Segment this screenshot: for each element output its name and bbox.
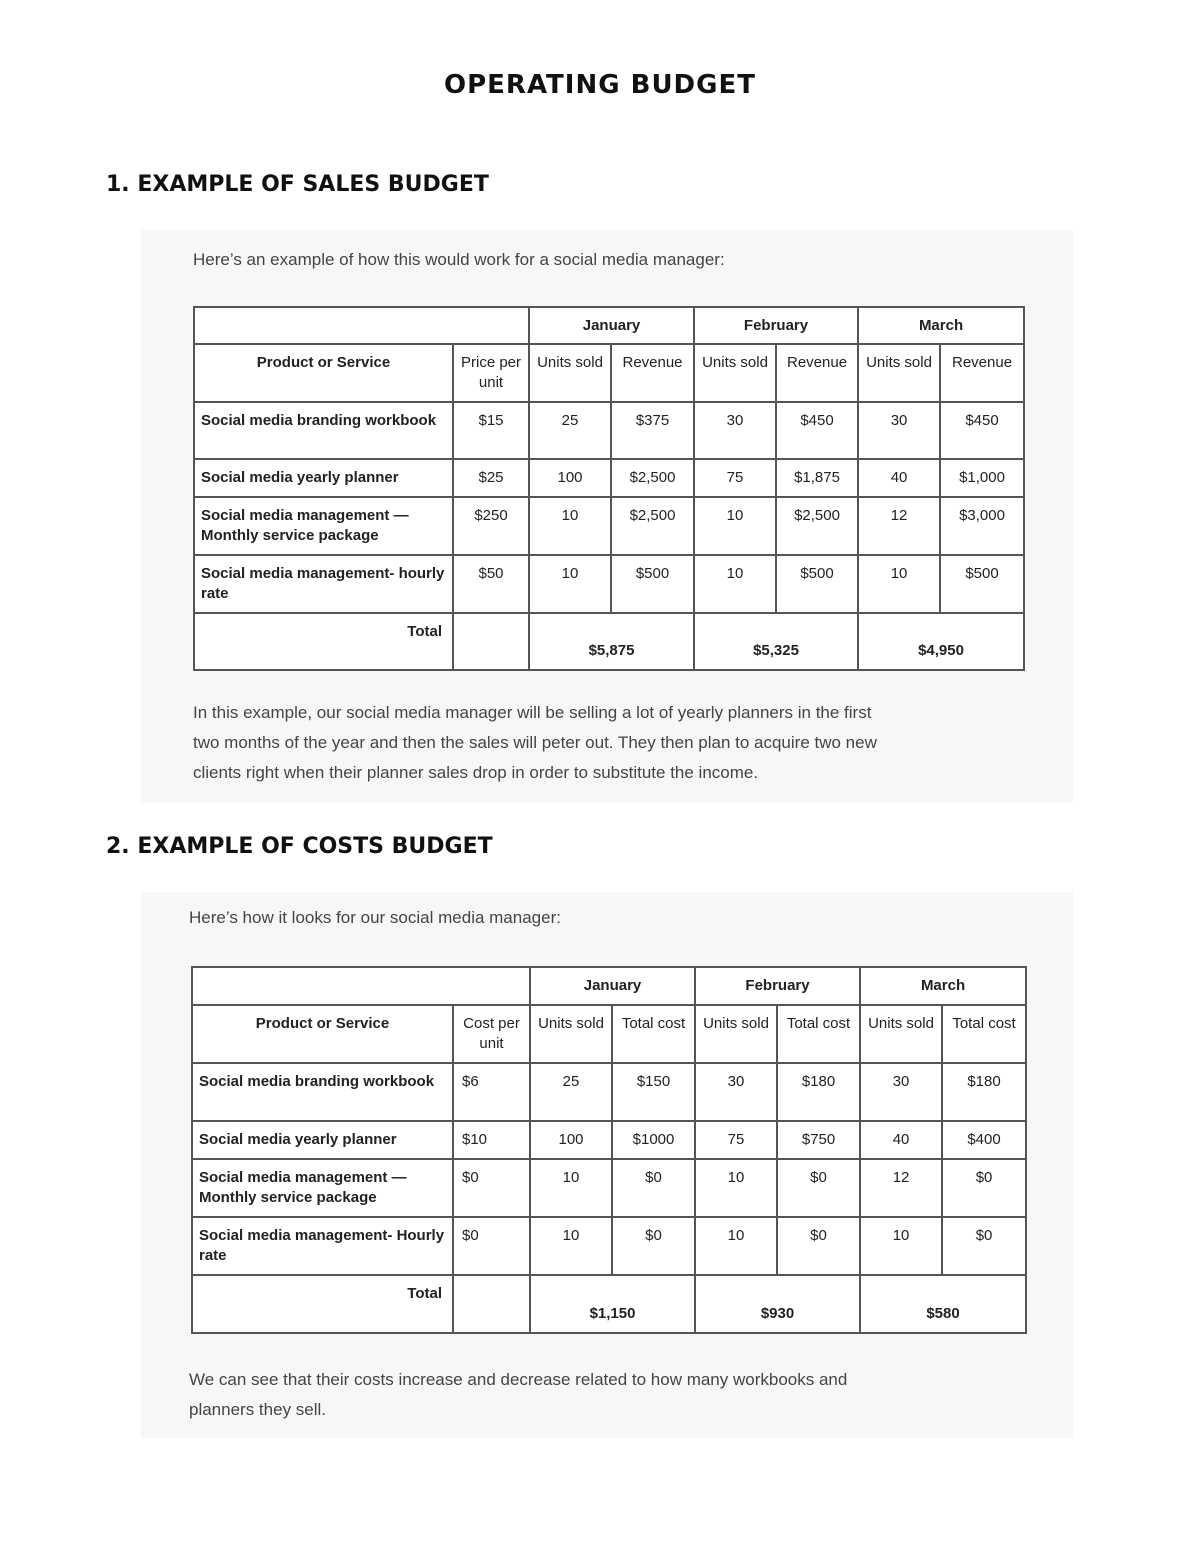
row-jan-total: $1000 bbox=[612, 1121, 695, 1159]
sales-month-header-row bbox=[194, 307, 1024, 344]
row-jan-units: 100 bbox=[530, 1121, 612, 1159]
costs-example-panel bbox=[141, 892, 1073, 1438]
row-mar-units: 30 bbox=[860, 1063, 942, 1121]
sales-explanation-line: In this example, our social media manager will be selling a lot of yearly planners in the first bbox=[193, 703, 872, 722]
row-mar-units: 40 bbox=[860, 1121, 942, 1159]
total-label: Total bbox=[194, 613, 453, 670]
row-mar-total: $0 bbox=[942, 1159, 1026, 1217]
row-mar-revenue: $1,000 bbox=[940, 459, 1024, 497]
costs-explanation bbox=[189, 1365, 847, 1425]
row-jan-total: $150 bbox=[612, 1063, 695, 1121]
row-jan-revenue: $2,500 bbox=[611, 497, 694, 555]
table-row bbox=[194, 459, 1024, 497]
row-mar-revenue: $3,000 bbox=[940, 497, 1024, 555]
total-label: Total bbox=[192, 1275, 453, 1333]
total-february: $930 bbox=[695, 1275, 860, 1333]
sales-header-feb-units: Units sold bbox=[694, 344, 776, 402]
total-february: $5,325 bbox=[694, 613, 858, 670]
row-product-name: Social media yearly planner bbox=[192, 1121, 453, 1159]
row-feb-total: $180 bbox=[777, 1063, 860, 1121]
costs-column-header-row bbox=[192, 1005, 1026, 1063]
table-row bbox=[194, 555, 1024, 613]
costs-total-row bbox=[192, 1275, 1026, 1333]
costs-header-mar-total: Total cost bbox=[942, 1005, 1026, 1063]
costs-header-feb-total: Total cost bbox=[777, 1005, 860, 1063]
table-row bbox=[192, 1121, 1026, 1159]
table-row bbox=[192, 1063, 1026, 1121]
row-jan-units: 10 bbox=[530, 1159, 612, 1217]
costs-header-mar-units: Units sold bbox=[860, 1005, 942, 1063]
sales-explanation-line: clients right when their planner sales drop in order to substitute the income. bbox=[193, 763, 759, 782]
table-row bbox=[194, 497, 1024, 555]
row-jan-units: 25 bbox=[529, 402, 611, 459]
row-feb-units: 75 bbox=[694, 459, 776, 497]
sales-header-blank bbox=[194, 307, 529, 344]
costs-header-cost: Cost per unit bbox=[453, 1005, 530, 1063]
row-mar-units: 10 bbox=[858, 555, 940, 613]
row-price: $25 bbox=[453, 459, 529, 497]
costs-budget-table bbox=[191, 966, 1027, 1334]
row-feb-revenue: $450 bbox=[776, 402, 858, 459]
sales-month-january: January bbox=[529, 307, 694, 344]
row-product-name: Social media management- hourly rate bbox=[194, 555, 453, 613]
row-jan-units: 10 bbox=[529, 497, 611, 555]
costs-month-header-row bbox=[192, 967, 1026, 1005]
sales-header-feb-revenue: Revenue bbox=[776, 344, 858, 402]
row-jan-units: 100 bbox=[529, 459, 611, 497]
costs-month-march: March bbox=[860, 967, 1026, 1005]
sales-total-row bbox=[194, 613, 1024, 670]
sales-header-product: Product or Service bbox=[194, 344, 453, 402]
sales-intro-text: Here’s an example of how this would work for a social media manager: bbox=[193, 250, 725, 269]
costs-month-january: January bbox=[530, 967, 695, 1005]
total-march: $580 bbox=[860, 1275, 1026, 1333]
row-cost: $6 bbox=[453, 1063, 530, 1121]
sales-header-mar-revenue: Revenue bbox=[940, 344, 1024, 402]
total-january: $1,150 bbox=[530, 1275, 695, 1333]
sales-header-jan-units: Units sold bbox=[529, 344, 611, 402]
total-january: $5,875 bbox=[529, 613, 694, 670]
row-feb-total: $0 bbox=[777, 1159, 860, 1217]
sales-header-mar-units: Units sold bbox=[858, 344, 940, 402]
row-price: $15 bbox=[453, 402, 529, 459]
sales-section-heading: 1. EXAMPLE OF SALES BUDGET bbox=[106, 172, 489, 197]
costs-header-jan-units: Units sold bbox=[530, 1005, 612, 1063]
row-product-name: Social media yearly planner bbox=[194, 459, 453, 497]
total-blank-cell bbox=[453, 613, 529, 670]
row-cost: $10 bbox=[453, 1121, 530, 1159]
row-jan-total: $0 bbox=[612, 1159, 695, 1217]
row-feb-units: 10 bbox=[694, 497, 776, 555]
row-feb-revenue: $2,500 bbox=[776, 497, 858, 555]
row-feb-units: 10 bbox=[694, 555, 776, 613]
table-row bbox=[194, 402, 1024, 459]
row-jan-revenue: $500 bbox=[611, 555, 694, 613]
costs-month-february: February bbox=[695, 967, 860, 1005]
costs-header-jan-total: Total cost bbox=[612, 1005, 695, 1063]
row-mar-units: 12 bbox=[858, 497, 940, 555]
sales-column-header-row bbox=[194, 344, 1024, 402]
row-price: $50 bbox=[453, 555, 529, 613]
costs-section-heading: 2. EXAMPLE OF COSTS BUDGET bbox=[106, 834, 493, 859]
sales-example-panel bbox=[141, 230, 1073, 803]
row-cost: $0 bbox=[453, 1217, 530, 1275]
row-mar-revenue: $450 bbox=[940, 402, 1024, 459]
row-feb-revenue: $500 bbox=[776, 555, 858, 613]
sales-header-price: Price per unit bbox=[453, 344, 529, 402]
costs-explanation-line: We can see that their costs increase and decrease related to how many workbooks and bbox=[189, 1370, 848, 1389]
sales-budget-table bbox=[193, 306, 1025, 671]
document-title: OPERATING BUDGET bbox=[444, 70, 756, 100]
row-mar-total: $400 bbox=[942, 1121, 1026, 1159]
row-jan-units: 10 bbox=[529, 555, 611, 613]
row-product-name: Social media management — Monthly service package bbox=[192, 1159, 453, 1217]
costs-header-blank bbox=[192, 967, 530, 1005]
row-jan-units: 25 bbox=[530, 1063, 612, 1121]
row-mar-total: $180 bbox=[942, 1063, 1026, 1121]
costs-header-product: Product or Service bbox=[192, 1005, 453, 1063]
row-jan-revenue: $2,500 bbox=[611, 459, 694, 497]
sales-month-march: March bbox=[858, 307, 1024, 344]
row-feb-revenue: $1,875 bbox=[776, 459, 858, 497]
total-march: $4,950 bbox=[858, 613, 1024, 670]
row-product-name: Social media management- Hourly rate bbox=[192, 1217, 453, 1275]
row-cost: $0 bbox=[453, 1159, 530, 1217]
row-mar-units: 12 bbox=[860, 1159, 942, 1217]
sales-explanation bbox=[193, 698, 877, 788]
row-mar-units: 30 bbox=[858, 402, 940, 459]
row-feb-units: 30 bbox=[695, 1063, 777, 1121]
row-feb-units: 75 bbox=[695, 1121, 777, 1159]
costs-header-feb-units: Units sold bbox=[695, 1005, 777, 1063]
table-row bbox=[192, 1217, 1026, 1275]
sales-header-jan-revenue: Revenue bbox=[611, 344, 694, 402]
row-jan-total: $0 bbox=[612, 1217, 695, 1275]
row-product-name: Social media management — Monthly service package bbox=[194, 497, 453, 555]
row-product-name: Social media branding workbook bbox=[194, 402, 453, 459]
row-feb-units: 10 bbox=[695, 1159, 777, 1217]
row-feb-total: $0 bbox=[777, 1217, 860, 1275]
row-mar-revenue: $500 bbox=[940, 555, 1024, 613]
row-price: $250 bbox=[453, 497, 529, 555]
sales-month-february: February bbox=[694, 307, 858, 344]
row-jan-units: 10 bbox=[530, 1217, 612, 1275]
row-feb-total: $750 bbox=[777, 1121, 860, 1159]
sales-explanation-line: two months of the year and then the sales will peter out. They then plan to acquire two new bbox=[193, 733, 877, 752]
total-blank-cell bbox=[453, 1275, 530, 1333]
row-jan-revenue: $375 bbox=[611, 402, 694, 459]
row-mar-units: 40 bbox=[858, 459, 940, 497]
costs-explanation-line: planners they sell. bbox=[189, 1400, 327, 1419]
table-row bbox=[192, 1159, 1026, 1217]
costs-intro-text: Here’s how it looks for our social media manager: bbox=[189, 908, 561, 927]
row-feb-units: 30 bbox=[694, 402, 776, 459]
row-feb-units: 10 bbox=[695, 1217, 777, 1275]
row-product-name: Social media branding workbook bbox=[192, 1063, 453, 1121]
row-mar-units: 10 bbox=[860, 1217, 942, 1275]
row-mar-total: $0 bbox=[942, 1217, 1026, 1275]
